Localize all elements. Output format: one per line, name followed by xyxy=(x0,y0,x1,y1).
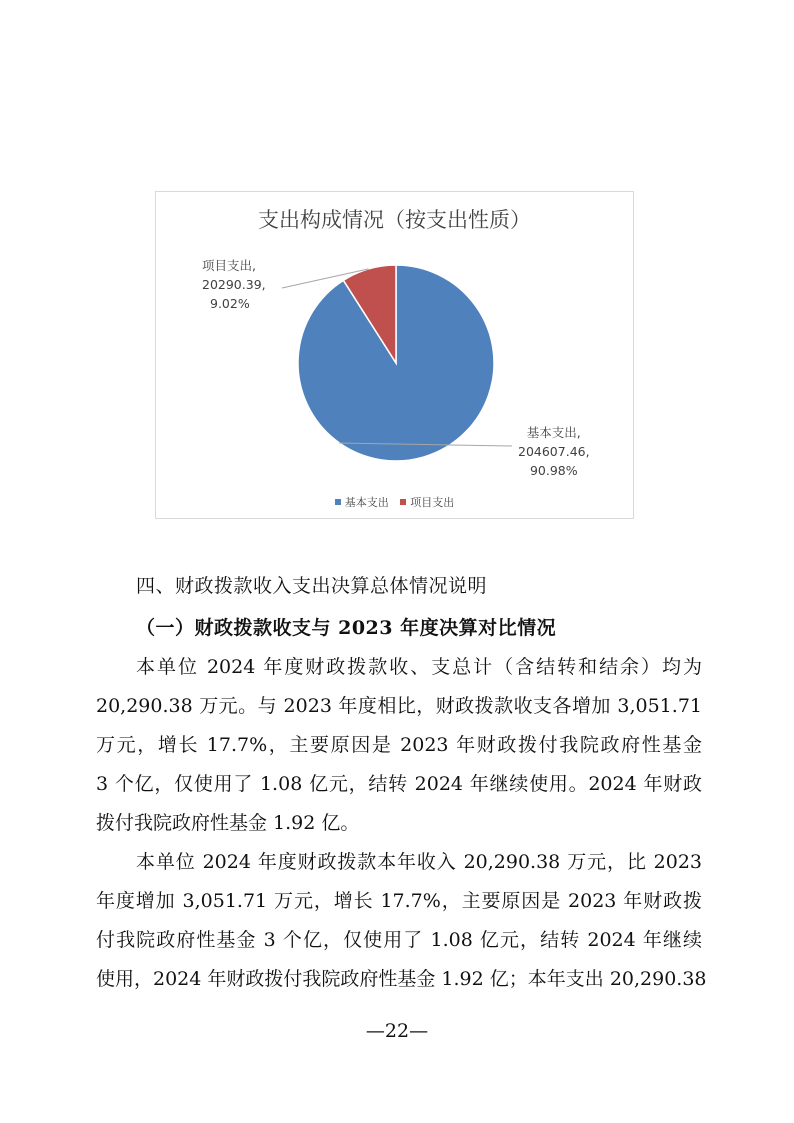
section-heading: 四、财政拨款收入支出决算总体情况说明 xyxy=(136,575,488,597)
section-subheading: （一）财政拨款收支与 2023 年度决算对比情况 xyxy=(136,617,557,639)
basic-expense-data-label xyxy=(518,423,590,480)
paragraph-line: 20,290.38 万元。与 2023 年度相比，财政拨款收支各增加 3,051.71 xyxy=(96,695,702,717)
page-number: —22— xyxy=(365,1020,429,1042)
project-expense-data-label xyxy=(202,256,266,313)
paragraph-line: 拨付我院政府性基金 1.92 亿。 xyxy=(96,812,360,834)
paragraph-1 xyxy=(96,648,702,843)
legend-item-basic xyxy=(335,494,389,510)
paragraph-line: 本单位 2024 年度财政拨款收、支总计（含结转和结余）均为 xyxy=(136,656,702,678)
paragraph-line: 本单位 2024 年度财政拨款本年收入 20,290.38 万元，比 2023 xyxy=(136,851,702,873)
paragraph-line: 万元，增长 17.7%，主要原因是 2023 年财政拨付我院政府性基金 xyxy=(96,734,702,756)
paragraph-line: 使用，2024 年财政拨付我院政府性基金 1.92 亿；本年支出 20,290.38 xyxy=(96,968,707,990)
paragraph-2 xyxy=(96,843,707,999)
legend-label-project: 项目支出 xyxy=(410,496,455,509)
paragraph-line: 3 个亿，仅使用了 1.08 亿元，结转 2024 年继续使用。2024 年财政 xyxy=(96,773,702,795)
project-expense-label-value: 20290.39, xyxy=(202,277,266,292)
paragraph-line: 年度增加 3,051.71 万元，增长 17.7%，主要原因是 2023 年财政拨 xyxy=(96,890,702,912)
basic-expense-label-percent: 90.98% xyxy=(529,463,578,478)
project-expense-label-percent: 9.02% xyxy=(210,296,250,311)
chart-legend xyxy=(156,494,633,510)
expenditure-pie-chart xyxy=(155,191,634,519)
basic-expense-label-name: 基本支出, xyxy=(526,425,581,440)
legend-item-project xyxy=(400,494,454,510)
legend-swatch-basic xyxy=(335,499,341,505)
legend-swatch-project xyxy=(400,499,406,505)
project-expense-label-name: 项目支出, xyxy=(202,258,256,273)
chart-title: 支出构成情况（按支出性质） xyxy=(258,208,531,232)
paragraph-line: 付我院政府性基金 3 个亿，仅使用了 1.08 亿元，结转 2024 年继续 xyxy=(96,929,702,951)
legend-label-basic: 基本支出 xyxy=(344,496,389,509)
basic-expense-label-value: 204607.46, xyxy=(518,444,590,459)
